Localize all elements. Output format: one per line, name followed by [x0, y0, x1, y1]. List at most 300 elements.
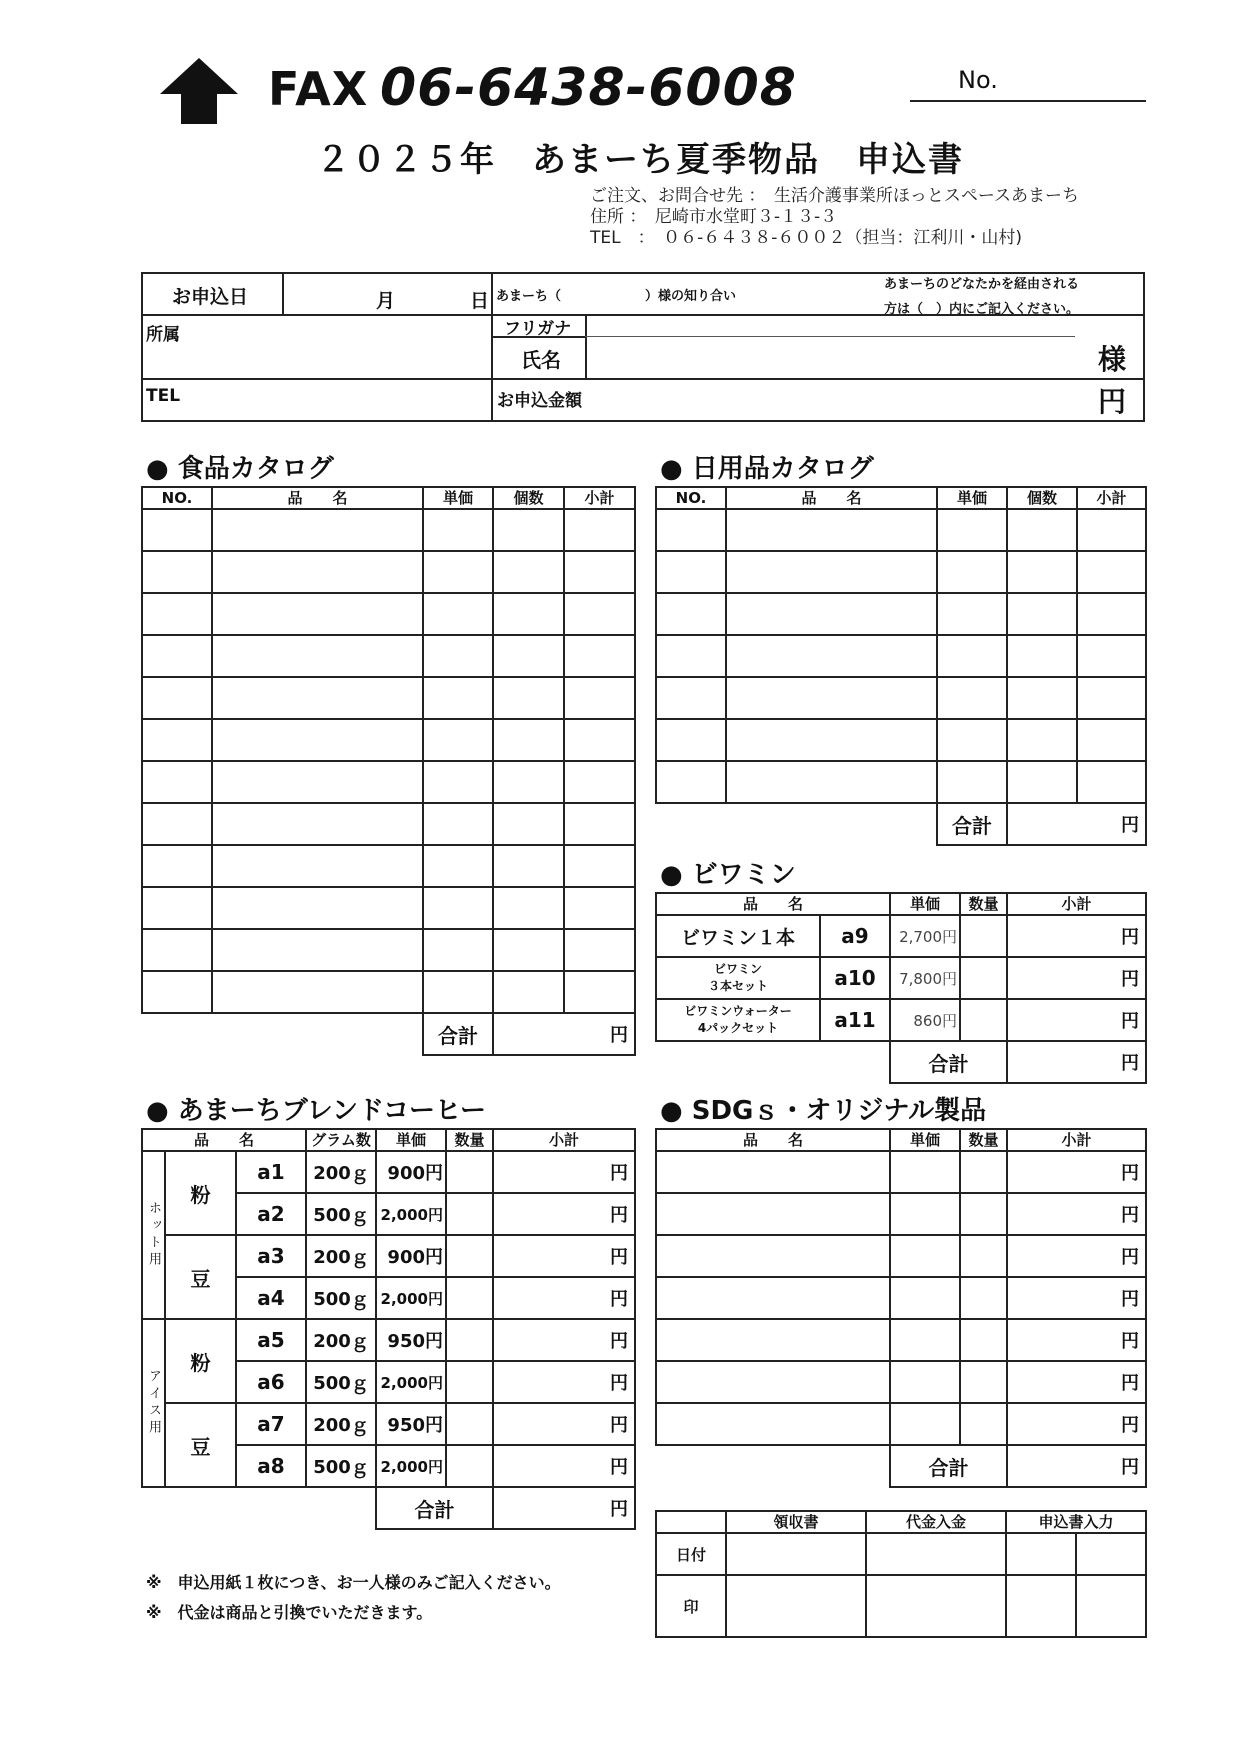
subtotal-cell[interactable]	[1007, 915, 1146, 957]
subtotal-cell[interactable]	[1007, 999, 1146, 1041]
table-row	[656, 635, 1146, 677]
qty-cell[interactable]	[446, 1193, 493, 1235]
price-cell[interactable]	[890, 1403, 960, 1445]
price-cell[interactable]	[423, 803, 493, 845]
no-cell[interactable]	[656, 761, 726, 803]
table-row	[656, 915, 1146, 957]
blank-cell	[656, 1041, 890, 1083]
qty-cell[interactable]	[446, 1319, 493, 1361]
qty-cell[interactable]	[1007, 593, 1077, 635]
item-name-cell[interactable]	[212, 677, 423, 719]
yen-label: 円	[1121, 969, 1140, 990]
amachi-acquaintance-field[interactable]	[570, 280, 640, 308]
tel-line: TEL ： ０６-６４３８-６００２（担当：江利川・山村)	[590, 228, 1022, 248]
item-name-cell[interactable]	[212, 551, 423, 593]
col-price-header: 単価	[937, 487, 1007, 509]
tel-field[interactable]	[196, 382, 486, 418]
qty-cell[interactable]	[446, 1151, 493, 1193]
qty-cell[interactable]	[960, 1193, 1007, 1235]
price-cell[interactable]	[890, 1361, 960, 1403]
qty-cell[interactable]	[960, 1151, 1007, 1193]
col-qty-header: 数量	[446, 1129, 493, 1151]
col-name-header: 品 名	[142, 1129, 306, 1151]
subtotal-cell[interactable]	[1007, 1277, 1146, 1319]
price-cell: 950円	[376, 1403, 446, 1445]
qty-cell[interactable]	[493, 887, 564, 929]
item-code-cell: a7	[236, 1403, 306, 1445]
item-name-cell[interactable]	[212, 887, 423, 929]
month-label: 月	[376, 290, 396, 312]
item-name-cell[interactable]	[726, 677, 937, 719]
total-row	[142, 1487, 635, 1529]
up-arrow-icon	[160, 58, 238, 124]
col-name-header: 品 名	[726, 487, 937, 509]
qty-cell[interactable]	[960, 1235, 1007, 1277]
price-cell: 950円	[376, 1319, 446, 1361]
no-cell[interactable]	[656, 635, 726, 677]
price-cell[interactable]	[890, 1151, 960, 1193]
price-cell[interactable]	[423, 845, 493, 887]
table-row	[142, 845, 635, 887]
price-cell[interactable]	[937, 593, 1007, 635]
type-label-cell: 豆	[165, 1235, 236, 1319]
col-price-header: 単価	[423, 487, 493, 509]
subtotal-cell[interactable]	[493, 1277, 635, 1319]
qty-cell[interactable]	[446, 1277, 493, 1319]
no-cell[interactable]	[142, 509, 212, 551]
item-name-cell[interactable]	[212, 803, 423, 845]
receipt-date-cell[interactable]	[726, 1533, 866, 1575]
no-field-line[interactable]	[910, 100, 1146, 102]
via-note-1: あまーちのどなたかを経由される	[884, 277, 1080, 292]
col-qty-header: 個数	[1007, 487, 1077, 509]
price-cell: 2,000円	[376, 1193, 446, 1235]
subtotal-cell[interactable]	[564, 803, 635, 845]
col-subtotal-header: 小計	[1007, 1129, 1146, 1151]
subtotal-cell[interactable]	[1077, 509, 1146, 551]
qty-cell[interactable]	[1007, 509, 1077, 551]
item-name-cell[interactable]	[212, 845, 423, 887]
entry-seal-cell-1[interactable]	[1006, 1575, 1076, 1637]
receipt-header: 領収書	[726, 1511, 866, 1533]
item-code-cell: a5	[236, 1319, 306, 1361]
blank-cell	[656, 1445, 890, 1487]
item-name-cell[interactable]	[656, 1151, 890, 1193]
price-cell[interactable]	[937, 719, 1007, 761]
table-row	[142, 551, 635, 593]
col-qty-header: 個数	[493, 487, 564, 509]
yen-label: 円	[1121, 1247, 1139, 1268]
price-cell[interactable]	[937, 761, 1007, 803]
gram-cell: 200ｇ	[306, 1151, 376, 1193]
qty-cell[interactable]	[446, 1445, 493, 1487]
yen-label: 円	[1121, 1373, 1139, 1394]
subtotal-cell[interactable]	[564, 845, 635, 887]
qty-cell[interactable]	[493, 551, 564, 593]
qty-cell[interactable]	[1007, 761, 1077, 803]
fax-number: 06-6438-6008	[380, 58, 797, 118]
price-cell[interactable]	[937, 509, 1007, 551]
type-label-cell: 粉	[165, 1319, 236, 1403]
item-name-cell[interactable]	[212, 509, 423, 551]
item-name-cell[interactable]	[212, 635, 423, 677]
table-row	[656, 509, 1146, 551]
col-subtotal-header: 小計	[493, 1129, 635, 1151]
daily-section-title: ● 日用品カタログ	[660, 454, 874, 484]
qty-cell[interactable]	[1007, 719, 1077, 761]
no-cell[interactable]	[656, 509, 726, 551]
subtotal-cell[interactable]	[493, 1361, 635, 1403]
price-cell[interactable]	[423, 593, 493, 635]
item-code-cell: a4	[236, 1277, 306, 1319]
no-cell[interactable]	[656, 551, 726, 593]
item-name-cell[interactable]	[656, 1193, 890, 1235]
table-row	[656, 1277, 1146, 1319]
payment-seal-cell[interactable]	[866, 1575, 1006, 1637]
name-field[interactable]	[590, 340, 1090, 374]
amount-yen: 円	[1098, 385, 1127, 418]
affiliation-field[interactable]	[200, 318, 486, 374]
subtotal-cell[interactable]	[1077, 761, 1146, 803]
item-name-cell[interactable]	[212, 761, 423, 803]
item-code-cell: a3	[236, 1235, 306, 1277]
item-name-cell[interactable]	[656, 1277, 890, 1319]
blank-header	[656, 1511, 726, 1533]
qty-cell[interactable]	[960, 1361, 1007, 1403]
total-field[interactable]	[1007, 803, 1146, 845]
item-name-cell[interactable]	[726, 551, 937, 593]
table-row	[142, 1319, 635, 1361]
item-name-cell[interactable]	[656, 1361, 890, 1403]
via-note-2: 方は（ ）内にご記入ください。	[884, 302, 1080, 317]
no-cell[interactable]	[142, 887, 212, 929]
total-row	[656, 1041, 1146, 1083]
qty-cell[interactable]	[446, 1403, 493, 1445]
no-cell[interactable]	[142, 761, 212, 803]
qty-cell[interactable]	[493, 929, 564, 971]
yen-label: 円	[1121, 1415, 1139, 1436]
yen-label: 円	[610, 1205, 628, 1226]
table-row	[142, 677, 635, 719]
col-name-header: 品 名	[656, 1129, 890, 1151]
yen-label: 円	[610, 1499, 628, 1520]
qty-cell[interactable]	[446, 1235, 493, 1277]
entry-date-cell-2[interactable]	[1076, 1533, 1146, 1575]
col-no-header: NO.	[656, 487, 726, 509]
payment-date-cell[interactable]	[866, 1533, 1006, 1575]
item-name-cell: ビワミン ３本セット	[656, 957, 820, 999]
qty-cell[interactable]	[960, 1403, 1007, 1445]
item-name-cell: ビワミン１本	[656, 915, 820, 957]
item-name-cell[interactable]	[212, 929, 423, 971]
qty-cell[interactable]	[493, 803, 564, 845]
qty-cell[interactable]	[1007, 635, 1077, 677]
sama-label: 様	[1098, 343, 1127, 376]
no-cell[interactable]	[142, 845, 212, 887]
blank-cell	[142, 1013, 423, 1055]
price-cell: 2,700円	[890, 915, 960, 957]
qty-cell[interactable]	[493, 761, 564, 803]
total-field[interactable]	[493, 1013, 635, 1055]
subtotal-cell[interactable]	[493, 1151, 635, 1193]
yen-label: 円	[1121, 1457, 1139, 1478]
subtotal-cell[interactable]	[1007, 1361, 1146, 1403]
table-row	[142, 761, 635, 803]
qty-cell[interactable]	[493, 593, 564, 635]
item-name-cell[interactable]	[656, 1319, 890, 1361]
qty-cell[interactable]	[493, 719, 564, 761]
price-cell[interactable]	[937, 677, 1007, 719]
subtotal-cell[interactable]	[1007, 1193, 1146, 1235]
group-label-cell: アイス用	[142, 1319, 165, 1487]
yen-label: 円	[1121, 1331, 1139, 1352]
subtotal-cell[interactable]	[564, 929, 635, 971]
qty-cell[interactable]	[493, 845, 564, 887]
coffee-table	[141, 1128, 636, 1530]
subtotal-cell[interactable]	[1077, 551, 1146, 593]
subtotal-cell[interactable]	[564, 677, 635, 719]
item-name-cell[interactable]	[212, 593, 423, 635]
col-name-header: 品 名	[656, 893, 890, 915]
item-name-cell[interactable]	[212, 971, 423, 1013]
table-row	[142, 593, 635, 635]
table-row	[142, 887, 635, 929]
col-no-header: NO.	[142, 487, 212, 509]
total-row	[142, 1013, 635, 1055]
total-label: 合計	[376, 1487, 493, 1529]
total-field[interactable]	[493, 1487, 635, 1529]
amachi-suffix: ）様の知り合い	[645, 289, 737, 304]
price-cell[interactable]	[423, 971, 493, 1013]
food-section-title: ● 食品カタログ	[146, 454, 334, 484]
food-table	[141, 486, 636, 1056]
item-code-cell: a10	[820, 957, 890, 999]
item-code-cell: a2	[236, 1193, 306, 1235]
subtotal-cell[interactable]	[564, 593, 635, 635]
table-row	[656, 1235, 1146, 1277]
price-cell[interactable]	[890, 1319, 960, 1361]
name-label: 氏名	[521, 348, 561, 372]
qty-cell[interactable]	[493, 635, 564, 677]
day-label: 日	[470, 290, 490, 312]
item-name-cell[interactable]	[726, 635, 937, 677]
no-cell[interactable]	[142, 677, 212, 719]
table-row	[142, 1151, 635, 1193]
fax-label: FAX	[268, 62, 369, 116]
sdgs-section-title: ● SDGｓ・オリジナル製品	[660, 1096, 987, 1126]
col-subtotal-header: 小計	[564, 487, 635, 509]
total-field[interactable]	[1007, 1041, 1146, 1083]
date-row	[656, 1533, 1146, 1575]
col-price-header: 単価	[890, 1129, 960, 1151]
no-cell[interactable]	[142, 929, 212, 971]
yen-label: 円	[610, 1415, 628, 1436]
yen-label: 円	[1121, 927, 1140, 948]
item-code-cell: a8	[236, 1445, 306, 1487]
yen-label: 円	[1121, 1011, 1140, 1032]
no-cell[interactable]	[656, 593, 726, 635]
table-row	[142, 803, 635, 845]
subtotal-cell[interactable]	[1077, 719, 1146, 761]
subtotal-cell[interactable]	[493, 1445, 635, 1487]
price-cell[interactable]	[423, 719, 493, 761]
price-cell[interactable]	[423, 635, 493, 677]
subtotal-cell[interactable]	[1007, 1319, 1146, 1361]
table-row	[656, 957, 1146, 999]
seal-row	[656, 1575, 1146, 1637]
price-cell[interactable]	[890, 1277, 960, 1319]
col-price-header: 単価	[890, 893, 960, 915]
qty-cell[interactable]	[493, 971, 564, 1013]
price-cell: 7,800円	[890, 957, 960, 999]
receipt-seal-cell[interactable]	[726, 1575, 866, 1637]
no-cell[interactable]	[142, 803, 212, 845]
gram-cell: 200ｇ	[306, 1319, 376, 1361]
no-cell[interactable]	[142, 551, 212, 593]
note-2: ※ 代金は商品と引換でいただきます。	[146, 1603, 433, 1622]
item-code-cell: a1	[236, 1151, 306, 1193]
group-label-cell: ホット用	[142, 1151, 165, 1319]
total-row	[656, 803, 1146, 845]
yen-label: 円	[610, 1025, 628, 1046]
table-row	[142, 635, 635, 677]
table-row	[656, 1151, 1146, 1193]
price-cell[interactable]	[423, 551, 493, 593]
item-name-cell[interactable]	[726, 719, 937, 761]
table-row	[656, 719, 1146, 761]
amount-field[interactable]	[600, 382, 1090, 418]
price-cell: 900円	[376, 1235, 446, 1277]
table-row	[656, 1319, 1146, 1361]
no-cell[interactable]	[142, 971, 212, 1013]
yen-label: 円	[1121, 815, 1139, 836]
price-cell: 2,000円	[376, 1277, 446, 1319]
biwamin-section-title: ● ビワミン	[660, 860, 796, 890]
subtotal-cell[interactable]	[1007, 1151, 1146, 1193]
no-label: No.	[958, 66, 998, 94]
table-row	[656, 761, 1146, 803]
table-row	[656, 1403, 1146, 1445]
price-cell[interactable]	[937, 551, 1007, 593]
item-name-cell[interactable]	[726, 761, 937, 803]
price-cell[interactable]	[423, 929, 493, 971]
office-use-table	[655, 1510, 1147, 1638]
total-field[interactable]	[1007, 1445, 1146, 1487]
no-cell[interactable]	[142, 635, 212, 677]
price-cell[interactable]	[890, 1193, 960, 1235]
yen-label: 円	[610, 1457, 628, 1478]
order-date-label: お申込日	[172, 286, 249, 308]
subtotal-cell[interactable]	[1007, 1235, 1146, 1277]
price-cell[interactable]	[890, 1235, 960, 1277]
item-name-cell[interactable]	[656, 1403, 890, 1445]
date-label: 日付	[656, 1533, 726, 1575]
no-cell[interactable]	[656, 719, 726, 761]
yen-label: 円	[610, 1163, 628, 1184]
subtotal-cell[interactable]	[493, 1193, 635, 1235]
item-name-cell: ビワミンウォーター 4パックセット	[656, 999, 820, 1041]
blank-cell	[656, 803, 937, 845]
table-row	[656, 677, 1146, 719]
price-cell: 2,000円	[376, 1445, 446, 1487]
yen-label: 円	[610, 1331, 628, 1352]
price-cell[interactable]	[937, 635, 1007, 677]
subtotal-cell[interactable]	[564, 551, 635, 593]
item-code-cell: a9	[820, 915, 890, 957]
item-name-cell[interactable]	[656, 1235, 890, 1277]
yen-label: 円	[1121, 1205, 1139, 1226]
daily-table	[655, 486, 1147, 846]
subtotal-cell[interactable]	[564, 635, 635, 677]
subtotal-cell[interactable]	[564, 719, 635, 761]
entry-header: 申込書入力	[1006, 1511, 1146, 1533]
subtotal-cell[interactable]	[564, 887, 635, 929]
gram-cell: 500ｇ	[306, 1445, 376, 1487]
total-label: 合計	[890, 1041, 1007, 1083]
price-cell[interactable]	[423, 677, 493, 719]
qty-cell[interactable]	[1007, 677, 1077, 719]
gram-cell: 200ｇ	[306, 1403, 376, 1445]
subtotal-cell[interactable]	[1007, 1403, 1146, 1445]
subtotal-cell[interactable]	[564, 761, 635, 803]
furigana-field[interactable]	[590, 316, 1070, 334]
qty-cell[interactable]	[960, 999, 1007, 1041]
entry-date-cell-1[interactable]	[1006, 1533, 1076, 1575]
biwamin-table	[655, 892, 1147, 1084]
qty-cell[interactable]	[960, 915, 1007, 957]
item-name-cell[interactable]	[726, 509, 937, 551]
gram-cell: 500ｇ	[306, 1193, 376, 1235]
qty-cell[interactable]	[960, 1319, 1007, 1361]
table-row	[142, 1235, 635, 1277]
subtotal-cell[interactable]	[1007, 957, 1146, 999]
gram-cell: 500ｇ	[306, 1361, 376, 1403]
no-cell[interactable]	[142, 719, 212, 761]
entry-seal-cell-2[interactable]	[1076, 1575, 1146, 1637]
price-cell[interactable]	[423, 887, 493, 929]
table-row	[656, 551, 1146, 593]
table-row	[142, 719, 635, 761]
qty-cell[interactable]	[960, 1277, 1007, 1319]
sdgs-table	[655, 1128, 1147, 1488]
subtotal-cell[interactable]	[1077, 677, 1146, 719]
total-row	[656, 1445, 1146, 1487]
price-cell[interactable]	[423, 761, 493, 803]
subtotal-cell[interactable]	[493, 1319, 635, 1361]
col-name-header: 品 名	[212, 487, 423, 509]
subtotal-cell[interactable]	[493, 1403, 635, 1445]
subtotal-cell[interactable]	[1077, 635, 1146, 677]
subtotal-cell[interactable]	[564, 971, 635, 1013]
qty-cell[interactable]	[1007, 551, 1077, 593]
item-name-cell[interactable]	[726, 593, 937, 635]
price-cell[interactable]	[423, 509, 493, 551]
item-name-cell[interactable]	[212, 719, 423, 761]
qty-cell[interactable]	[493, 677, 564, 719]
qty-cell[interactable]	[960, 957, 1007, 999]
qty-cell[interactable]	[446, 1361, 493, 1403]
table-row	[142, 509, 635, 551]
subtotal-cell[interactable]	[564, 509, 635, 551]
qty-cell[interactable]	[493, 509, 564, 551]
subtotal-cell[interactable]	[493, 1235, 635, 1277]
no-cell[interactable]	[656, 677, 726, 719]
yen-label: 円	[1121, 1053, 1140, 1074]
no-cell[interactable]	[142, 593, 212, 635]
subtotal-cell[interactable]	[1077, 593, 1146, 635]
coffee-section-title: ● あまーちブレンドコーヒー	[146, 1096, 486, 1126]
price-cell: 900円	[376, 1151, 446, 1193]
